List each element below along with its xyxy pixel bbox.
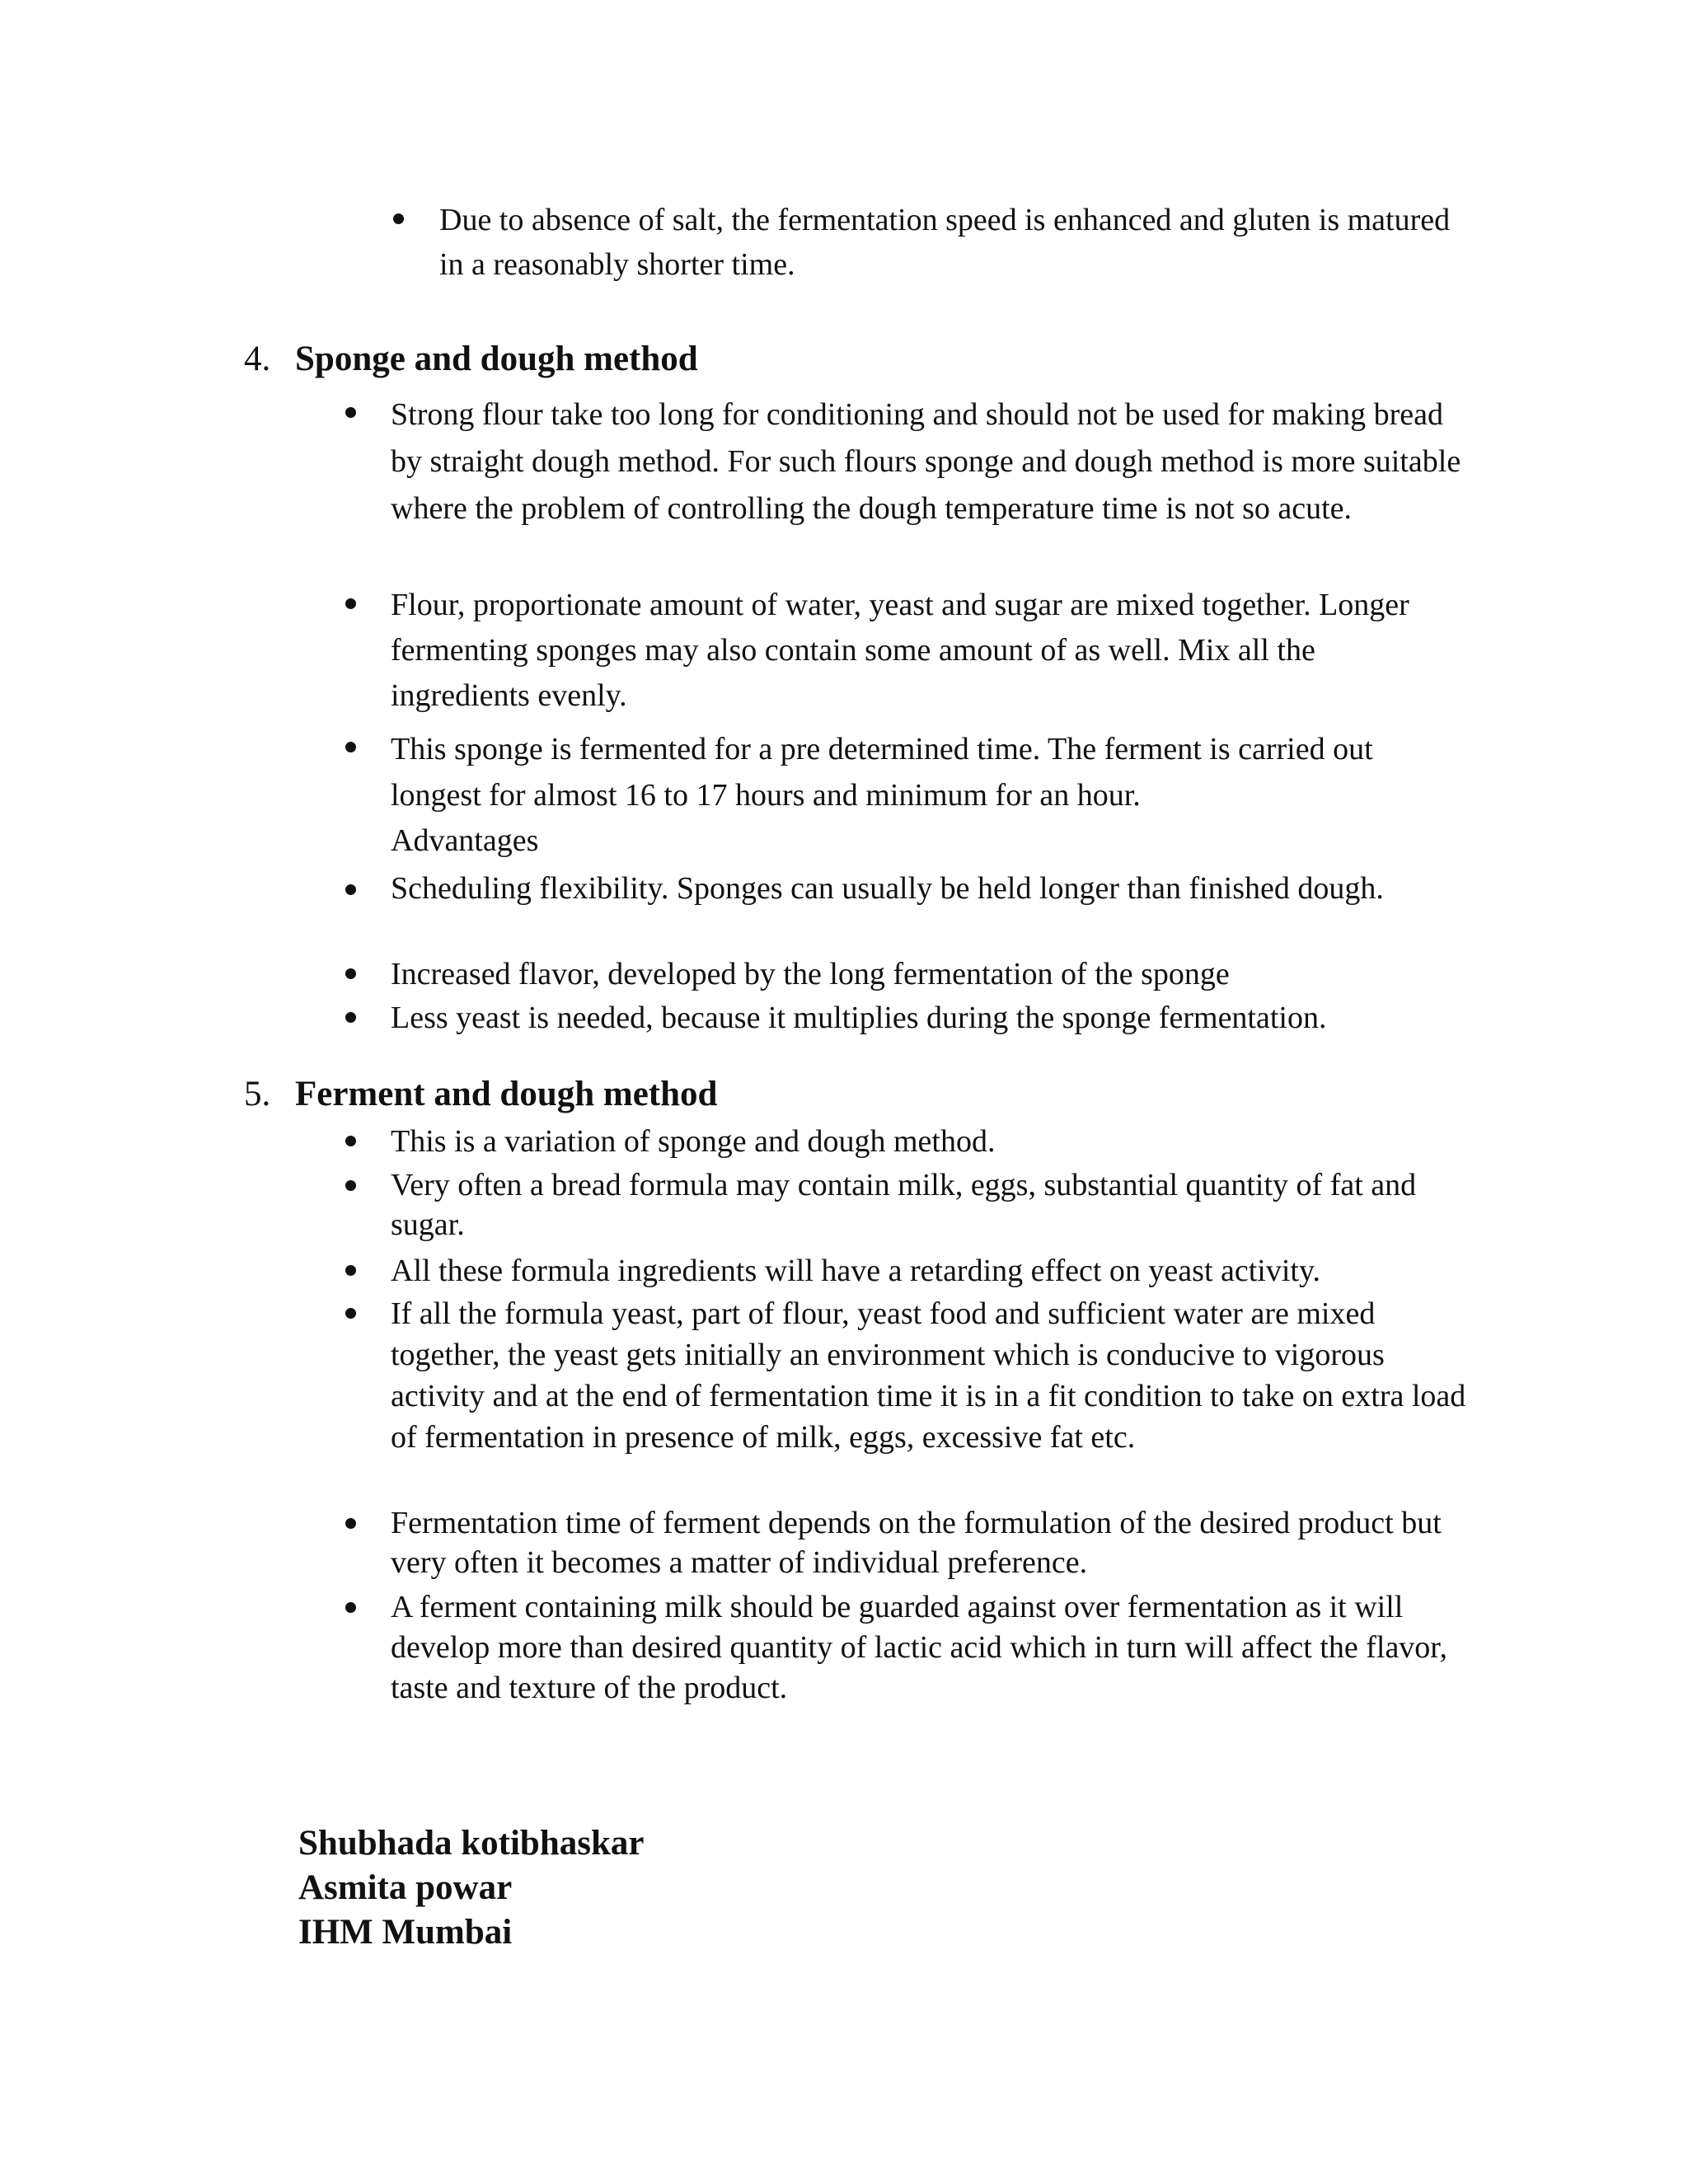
- list-item: Strong flour take too long for conditioning and should not be used for making bread by straight dough method. For such flours sponge and dough method is more suitable where the problem of controlling the dough temperature time is not so acute.: [391, 397, 1461, 526]
- list-item: Less yeast is needed, because it multiplies during the sponge fermentation.: [391, 1001, 1327, 1035]
- section-title: Ferment and dough method: [295, 1075, 718, 1113]
- bullet-icon: [393, 213, 404, 224]
- list-item: If all the formula yeast, part of flour, yeast food and sufficient water are mixed together, the yeast gets initially an environment which is conducive to vigorous activity and at the end of fermentation time it is in a fit condition to take on extra load of fermentation in presence of milk, eggs, excessive fat etc.: [391, 1296, 1466, 1455]
- section-number: 5.: [244, 1075, 271, 1113]
- list-item: Flour, proportionate amount of water, yeast and sugar are mixed together. Longer fermenting sponges may also contain some amount of as well. Mix all the ingredients evenly.: [391, 588, 1409, 713]
- list-item: A ferment containing milk should be guarded against over fermentation as it will develop more than desired quantity of lactic acid which in turn will affect the flavor, taste and texture of the product.: [391, 1590, 1447, 1705]
- section-heading-4: [244, 336, 698, 382]
- author-name: Asmita powar: [298, 1868, 513, 1907]
- author-name: Shubhada kotibhaskar: [298, 1824, 645, 1863]
- institution-name: IHM Mumbai: [298, 1913, 513, 1952]
- bullet-icon: [345, 1136, 356, 1146]
- section-number: 4.: [244, 340, 271, 378]
- list-item: All these formula ingredients will have a retarding effect on yeast activity.: [391, 1254, 1320, 1288]
- bullet-icon: [345, 742, 356, 752]
- list-item: Due to absence of salt, the fermentation speed is enhanced and gluten is matured in a reasonably shorter time.: [439, 203, 1451, 282]
- bullet-icon: [345, 884, 356, 895]
- list-item: This is a variation of sponge and dough method.: [391, 1124, 996, 1159]
- list-item: Increased flavor, developed by the long fermentation of the sponge: [391, 957, 1230, 991]
- bullet-icon: [345, 1308, 356, 1319]
- bullet-icon: [345, 1518, 356, 1529]
- bullet-icon: [345, 1602, 356, 1613]
- section-title: Sponge and dough method: [295, 340, 698, 378]
- bullet-icon: [345, 1180, 356, 1191]
- bullet-icon: [345, 1265, 356, 1276]
- advantages-label: Advantages: [391, 823, 539, 858]
- bullet-icon: [345, 1012, 356, 1023]
- bullet-icon: [345, 407, 356, 418]
- list-item: Fermentation time of ferment depends on the formulation of the desired product but very often it becomes a matter of individual preference.: [391, 1506, 1442, 1580]
- list-item: This sponge is fermented for a pre determined time. The ferment is carried out longest for almost 16 to 17 hours and minimum for an hour.: [391, 732, 1373, 813]
- bullet-icon: [345, 968, 356, 979]
- list-item: Scheduling flexibility. Sponges can usually be held longer than finished dough.: [391, 871, 1384, 906]
- section-heading-5: [244, 1071, 717, 1117]
- list-item: Very often a bread formula may contain milk, eggs, substantial quantity of fat and sugar.: [391, 1168, 1417, 1242]
- bullet-icon: [345, 598, 356, 609]
